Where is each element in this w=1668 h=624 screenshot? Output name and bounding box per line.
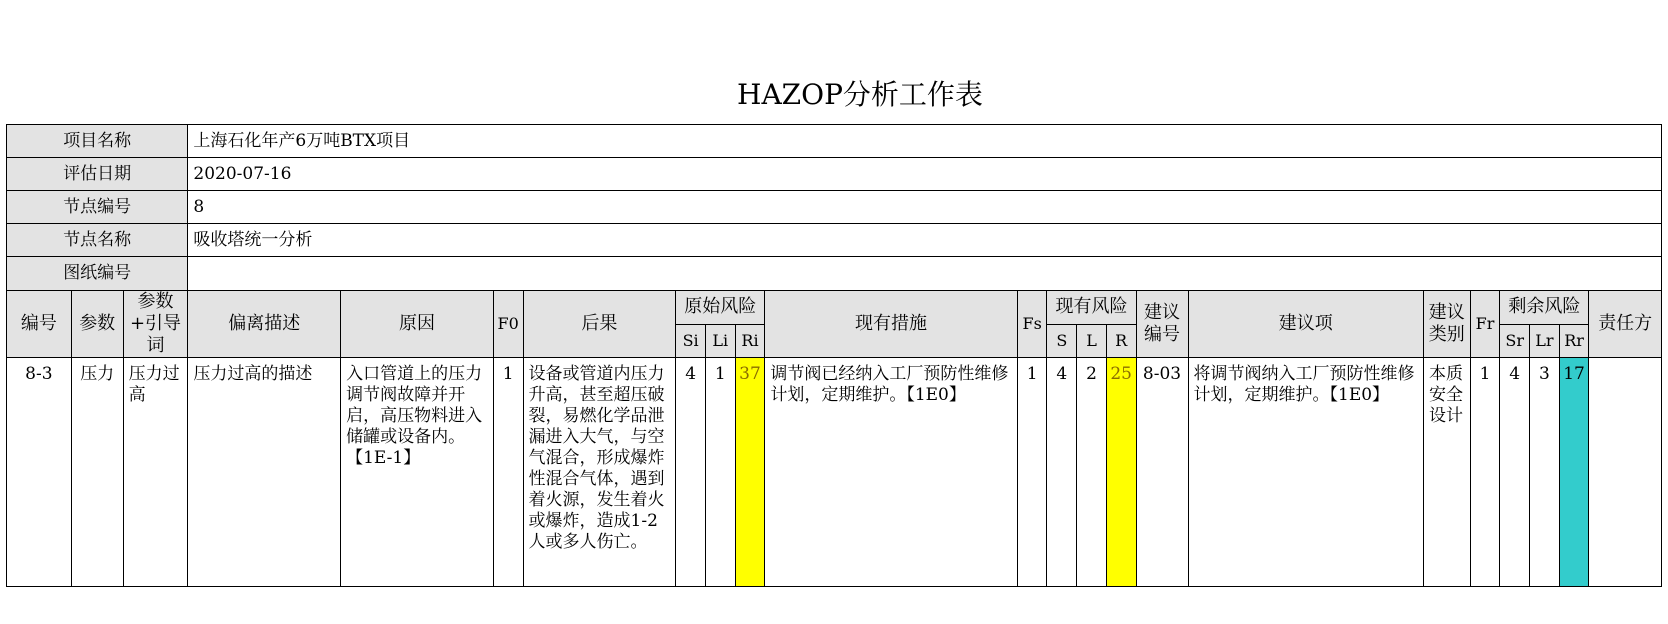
col-header-r: R [1106,324,1136,358]
col-header-current-risk: 现有风险 [1047,291,1136,325]
date-label: 评估日期 [7,158,188,191]
col-header-ri: Ri [735,324,765,358]
cell-s: 4 [1047,358,1077,587]
cell-rec-type: 本质安全设计 [1423,358,1470,587]
cell-measures: 调节阀已经纳入工厂预防性维修计划，定期维护。【1E0】 [765,358,1017,587]
col-header-si: Si [676,324,706,358]
col-header-no: 编号 [7,291,72,358]
info-row-project [7,125,1662,158]
col-header-fs: Fs [1017,291,1047,358]
cell-rr: 17 [1559,358,1589,587]
cell-l: 2 [1077,358,1107,587]
cell-li: 1 [705,358,735,587]
node-no-value: 8 [188,191,1662,224]
col-header-rr: Rr [1559,324,1589,358]
col-header-f0: F0 [493,291,523,358]
cell-lr: 3 [1530,358,1560,587]
info-row-drawing [7,257,1662,291]
drawing-label: 图纸编号 [7,257,188,291]
col-header-deviation: 偏离描述 [188,291,341,358]
col-header-rec: 建议项 [1188,291,1423,358]
cell-sr: 4 [1500,358,1530,587]
cell-deviation: 压力过高的描述 [188,358,341,587]
cell-rec-no: 8-03 [1136,358,1188,587]
col-header-consequence: 后果 [523,291,676,358]
info-row-node-no [7,191,1662,224]
col-header-param: 参数 [71,291,123,358]
col-header-li: Li [705,324,735,358]
cell-fr: 1 [1470,358,1500,587]
col-header-fr: Fr [1470,291,1500,358]
info-row-node-name [7,224,1662,257]
cell-cause: 入口管道上的压力调节阀故障并开启，高压物料进入储罐或设备内。【1E-1】 [341,358,494,587]
col-header-residual-risk: 剩余风险 [1500,291,1589,325]
col-header-sr: Sr [1500,324,1530,358]
page-title: HAZOP分析工作表 [737,78,983,111]
col-header-cause: 原因 [341,291,494,358]
node-no-label: 节点编号 [7,191,188,224]
drawing-value [188,257,1662,291]
cell-fs: 1 [1017,358,1047,587]
table-row [7,358,1662,587]
cell-rec: 将调节阀纳入工厂预防性维修计划，定期维护。【1E0】 [1188,358,1423,587]
cell-owner [1589,358,1662,587]
col-header-s: S [1047,324,1077,358]
cell-f0: 1 [493,358,523,587]
col-header-lr: Lr [1530,324,1560,358]
col-header-initial-risk: 原始风险 [676,291,765,325]
cell-guideword: 压力过高 [123,358,188,587]
col-header-measures: 现有措施 [765,291,1017,358]
info-row-date [7,158,1662,191]
date-value: 2020-07-16 [188,158,1662,191]
col-header-l: L [1077,324,1107,358]
col-header-guideword: 参数+引导词 [123,291,188,358]
node-name-label: 节点名称 [7,224,188,257]
cell-ri: 37 [735,358,765,587]
cell-no: 8-3 [7,358,72,587]
cell-si: 4 [676,358,706,587]
node-name-value: 吸收塔统一分析 [188,224,1662,257]
col-header-rec-no: 建议编号 [1136,291,1188,358]
cell-r: 25 [1106,358,1136,587]
hazop-table [6,124,1662,587]
header-row-1 [7,291,1662,325]
cell-param: 压力 [71,358,123,587]
project-label: 项目名称 [7,125,188,158]
col-header-rec-type: 建议类别 [1423,291,1470,358]
cell-consequence: 设备或管道内压力升高，甚至超压破裂，易燃化学品泄漏进入大气，与空气混合，形成爆炸性混合气体，遇到着火源，发生着火或爆炸，造成1-2人或多人伤亡。 [523,358,676,587]
col-header-owner: 责任方 [1589,291,1662,358]
project-value: 上海石化年产6万吨BTX项目 [188,125,1662,158]
